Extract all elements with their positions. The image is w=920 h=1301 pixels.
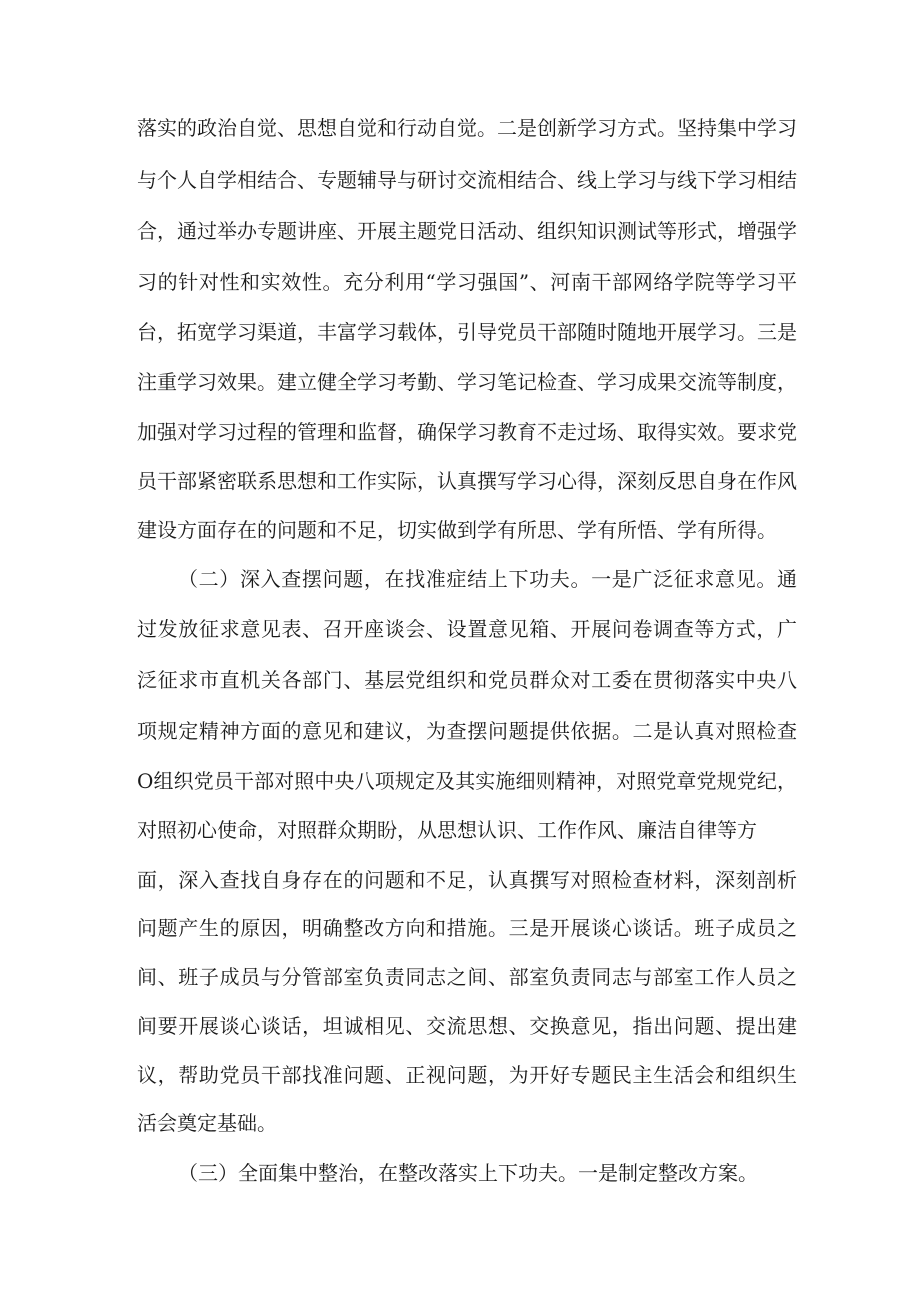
- text-line: 与个人自学相结合、专题辅导与研讨交流相结合、线上学习与线下学习相结: [137, 168, 797, 192]
- text-line: 间、班子成员与分管部室负责同志之间、部室负责同志与部室工作人员之: [137, 965, 797, 989]
- text-line: 对照初心使命，对照群众期盼，从思想认识、工作作风、廉洁自律等方: [137, 818, 757, 842]
- text-line: 面，深入查找自身存在的问题和不足，认真撰写对照检查材料，深刻剖析: [137, 868, 797, 892]
- text-line: 间要开展谈心谈话，坦诚相见、交流思想、交换意见，指出问题、提出建: [137, 1014, 797, 1038]
- text-line: 建设方面存在的问题和不足，切实做到学有所思、学有所悟、学有所得。: [137, 518, 777, 542]
- text-line: 泛征求市直机关各部门、基层党组织和党员群众对工委在贯彻落实中央八: [137, 668, 797, 692]
- text-line: 习的针对性和实效性。充分利用“学习强国”、河南干部网络学院等学习平: [137, 270, 797, 294]
- section-heading-3: （三）全面集中整治，在整改落实上下功夫。一是制定整改方案。: [178, 1161, 758, 1185]
- text-line: 合，通过举办专题讲座、开展主题党日活动、组织知识测试等形式，增强学: [137, 219, 797, 243]
- text-line: 注重学习效果。建立健全学习考勤、学习笔记检查、学习成果交流等制度，: [137, 370, 797, 394]
- text-line: 项规定精神方面的意见和建议，为查摆问题提供依据。二是认真对照检查: [137, 719, 797, 743]
- text-line: 活会奠定基础。: [137, 1111, 277, 1135]
- text-line: 议，帮助党员干部找准问题、正视问题，为开好专题民主生活会和组织生: [137, 1063, 797, 1087]
- section-heading-2: （二）深入查摆问题，在找准症结上下功夫。一是广泛征求意见。通: [178, 567, 797, 591]
- text-line: 加强对学习过程的管理和监督，确保学习教育不走过场、取得实效。要求党: [137, 420, 797, 444]
- text-line: 落实的政治自觉、思想自觉和行动自觉。二是创新学习方式。坚持集中学习: [137, 116, 797, 140]
- text-line: 过发放征求意见表、召开座谈会、设置意见箱、开展问卷调查等方式，广: [137, 617, 797, 641]
- text-line: 员干部紧密联系思想和工作实际，认真撰写学习心得，深刻反思自身在作风: [137, 469, 797, 493]
- text-line: 问题产生的原因，明确整改方向和措施。三是开展谈心谈话。班子成员之: [137, 916, 797, 940]
- text-line: 台，拓宽学习渠道，丰富学习载体，引导党员干部随时随地开展学习。三是: [137, 320, 797, 344]
- text-line: O组织党员干部对照中央八项规定及其实施细则精神，对照党章党规党纪，: [137, 769, 797, 793]
